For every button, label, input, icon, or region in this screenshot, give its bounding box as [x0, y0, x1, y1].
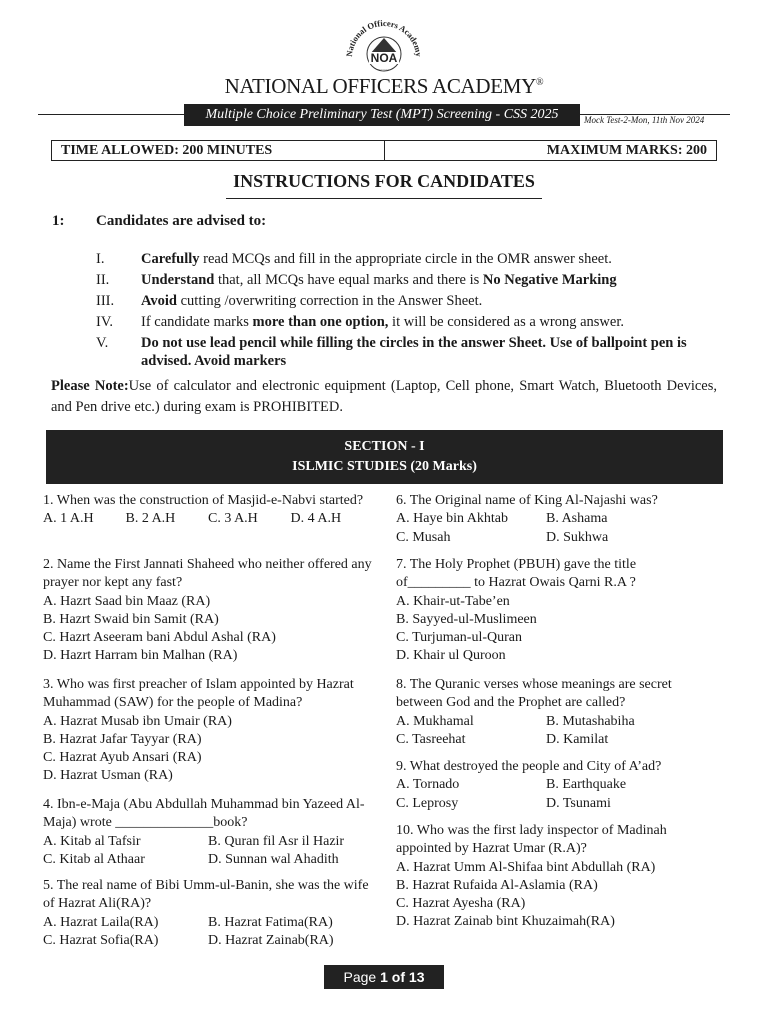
note-label: Please Note: [51, 378, 129, 394]
rule-number: III. [96, 293, 115, 309]
instructions-underline [226, 198, 542, 199]
rule-number: V. [96, 335, 109, 351]
section-subtitle: ISLMIC STUDIES (20 Marks) [292, 459, 477, 474]
logo-abbr: NOA [370, 51, 398, 65]
page-total: 13 [408, 969, 425, 985]
answer-option: C. Leprosy [396, 795, 459, 811]
rule-text [141, 313, 721, 331]
answer-option: B. Earthquake [546, 777, 627, 793]
question-stem: 1. When was the construction of Masjid-e-Nabvi started? [43, 493, 364, 508]
rule-text-part: it will be considered as a wrong answer. [388, 314, 624, 330]
option-list [43, 914, 373, 951]
question-9 [396, 758, 696, 813]
answer-option: C. Hazrat Ayub Ansari (RA) [43, 750, 202, 766]
answer-option: A. Hazrat Umm Al-Shifaa bint Abdullah (RA) [396, 859, 656, 875]
rule-text-part: If candidate marks [141, 314, 253, 330]
question-stem: 9. What destroyed the people and City of A’ad? [396, 759, 662, 774]
answer-option: D. Tsunami [546, 795, 611, 811]
advised-heading: Candidates are advised to: [96, 213, 267, 229]
rule-number: II. [96, 272, 110, 288]
answer-option: A. Haye bin Akhtab [396, 511, 508, 527]
question-stem: 6. The Original name of King Al-Najashi was? [396, 493, 658, 508]
question-stem: 7. The Holy Prophet (PBUH) gave the title of_________ to Hazrat Owais Qarni R.A ? [396, 557, 637, 591]
question-stem: 4. Ibn-e-Maja (Abu Abdullah Muhammad bin Yazeed Al-Maja) wrote ______________book? [43, 797, 365, 831]
answer-option: D. 4 A.H [290, 511, 342, 527]
answer-option: C. Hazrat Sofia(RA) [43, 932, 159, 948]
question-stem: 2. Name the First Jannati Shaheed who neither offered any prayer nor kept any fast? [43, 557, 372, 591]
answer-option: D. Sunnan wal Ahadith [208, 851, 339, 867]
academy-logo [342, 14, 426, 80]
rule-text-part: Avoid [141, 293, 177, 309]
answer-option: C. 3 A.H [208, 511, 258, 527]
answer-option: C. Musah [396, 529, 451, 545]
answer-option: C. Turjuman-ul-Quran [396, 630, 522, 646]
rule-text [141, 334, 721, 370]
question-6 [396, 492, 696, 547]
answer-option: B. Hazrt Swaid bin Samit (RA) [43, 611, 219, 627]
option-list [396, 776, 696, 813]
svg-text:~~~~~~~~~~: ~~~~~~~~~~ [375, 67, 393, 71]
answer-option: C. Tasreehat [396, 731, 466, 747]
answer-option: A. Hazrt Saad bin Maaz (RA) [43, 593, 211, 609]
option-list [43, 510, 373, 528]
rule-text-part: Do not use lead pencil while filling the circles in the answer Sheet. Use of ballpoint pen is advised. Avoid markers [141, 335, 687, 369]
question-4 [43, 796, 373, 869]
rule-text-part: more than one option, [252, 314, 389, 330]
rule-text [141, 271, 721, 289]
answer-option: B. Hazrat Jafar Tayyar (RA) [43, 731, 202, 747]
answer-option: B. Quran fil Asr il Hazir [208, 833, 345, 849]
answer-option: B. Hazrat Fatima(RA) [208, 914, 333, 930]
academy-name-text: NATIONAL OFFICERS ACADEMY [224, 74, 537, 98]
question-3 [43, 676, 373, 786]
academy-name [0, 74, 768, 99]
answer-option: A. Hazrat Laila(RA) [43, 914, 159, 930]
question-stem: 3. Who was first preacher of Islam appointed by Hazrat Muhammad (SAW) for the people of Madina? [43, 677, 354, 711]
answer-option: A. Hazrat Musab ibn Umair (RA) [43, 713, 232, 729]
rule-number: IV. [96, 314, 114, 330]
answer-option: D. Khair ul Quroon [396, 648, 506, 664]
option-list [43, 713, 373, 786]
logo-arc-text: National Officers Academy [343, 17, 425, 58]
please-note [51, 376, 717, 418]
rule-text-part: cutting /overwriting correction in the Answer Sheet. [177, 293, 483, 309]
mock-test-info: Mock Test-2-Mon, 11th Nov 2024 [584, 115, 705, 125]
question-5 [43, 877, 373, 950]
page-number: 1 [380, 969, 388, 985]
option-list [43, 593, 373, 666]
answer-option: B. 2 A.H [125, 511, 176, 527]
test-title-banner: Multiple Choice Preliminary Test (MPT) Screening - CSS 2025 [184, 104, 580, 126]
page-indicator [324, 965, 444, 989]
question-stem: 8. The Quranic verses whose meanings are secret between God and the Prophet are called? [396, 677, 672, 711]
rule-text [141, 250, 721, 268]
page-of: of [391, 969, 406, 985]
answer-option: A. Khair-ut-Tabe’en [396, 593, 510, 609]
question-1 [43, 492, 373, 529]
exam-info-table [51, 140, 717, 161]
option-list [396, 510, 696, 547]
option-list [43, 833, 373, 870]
answer-option: B. Hazrat Rufaida Al-Aslamia (RA) [396, 877, 598, 893]
question-stem: 5. The real name of Bibi Umm-ul-Banin, she was the wife of Hazrat Ali(RA)? [43, 878, 369, 912]
question-7 [396, 556, 696, 666]
question-8 [396, 676, 696, 749]
option-list [396, 593, 696, 666]
answer-option: D. Hazrat Zainab(RA) [208, 932, 334, 948]
question-2 [43, 556, 373, 666]
answer-option: A. Kitab al Tafsir [43, 833, 141, 849]
answer-option: D. Sukhwa [546, 529, 609, 545]
answer-option: D. Hazrat Zainab bint Khuzaimah(RA) [396, 914, 615, 930]
rule-text-part: Understand [141, 272, 215, 288]
answer-option: B. Mutashabiha [546, 713, 635, 729]
answer-option: B. Sayyed-ul-Muslimeen [396, 611, 537, 627]
question-stem: 10. Who was the first lady inspector of Madinah appointed by Hazrat Umar (R.A)? [396, 823, 667, 857]
time-allowed: TIME ALLOWED: 200 MINUTES [61, 143, 273, 158]
rule-text [141, 292, 721, 310]
answer-option: C. Kitab al Athaar [43, 851, 145, 867]
rule-text-part: Carefully [141, 251, 200, 267]
answer-option: A. 1 A.H [43, 511, 94, 527]
answer-option: D. Hazrt Harram bin Malhan (RA) [43, 648, 238, 664]
rule-text-part: No Negative Marking [482, 272, 617, 288]
answer-option: C. Hazrt Aseeram bani Abdul Ashal (RA) [43, 630, 276, 646]
option-list [396, 713, 696, 750]
page-word: Page [343, 969, 377, 985]
note-text: Use of calculator and electronic equipment (Laptop, Cell phone, Smart Watch, Bluetooth Devices, and Pen drive etc.) during exam is PROHIBITED. [51, 378, 718, 415]
answer-option: A. Tornado [396, 777, 460, 793]
instruction-number: 1: [52, 213, 65, 229]
answer-option: D. Hazrat Usman (RA) [43, 768, 173, 784]
section-header [46, 430, 723, 484]
answer-option: B. Ashama [546, 511, 608, 527]
instructions-title: INSTRUCTIONS FOR CANDIDATES [233, 171, 535, 191]
answer-option: D. Kamilat [546, 731, 609, 747]
rule-number: I. [96, 251, 105, 267]
rule-text-part: that, all MCQs have equal marks and there is [214, 272, 483, 288]
section-title: SECTION - I [344, 439, 425, 454]
registered-mark: ® [536, 77, 544, 88]
answer-option: C. Hazrat Ayesha (RA) [396, 896, 526, 912]
option-list [396, 859, 706, 932]
answer-option: A. Mukhamal [396, 713, 474, 729]
question-10 [396, 822, 706, 932]
maximum-marks: MAXIMUM MARKS: 200 [384, 141, 717, 160]
rule-text-part: read MCQs and fill in the appropriate circle in the OMR answer sheet. [199, 251, 612, 267]
